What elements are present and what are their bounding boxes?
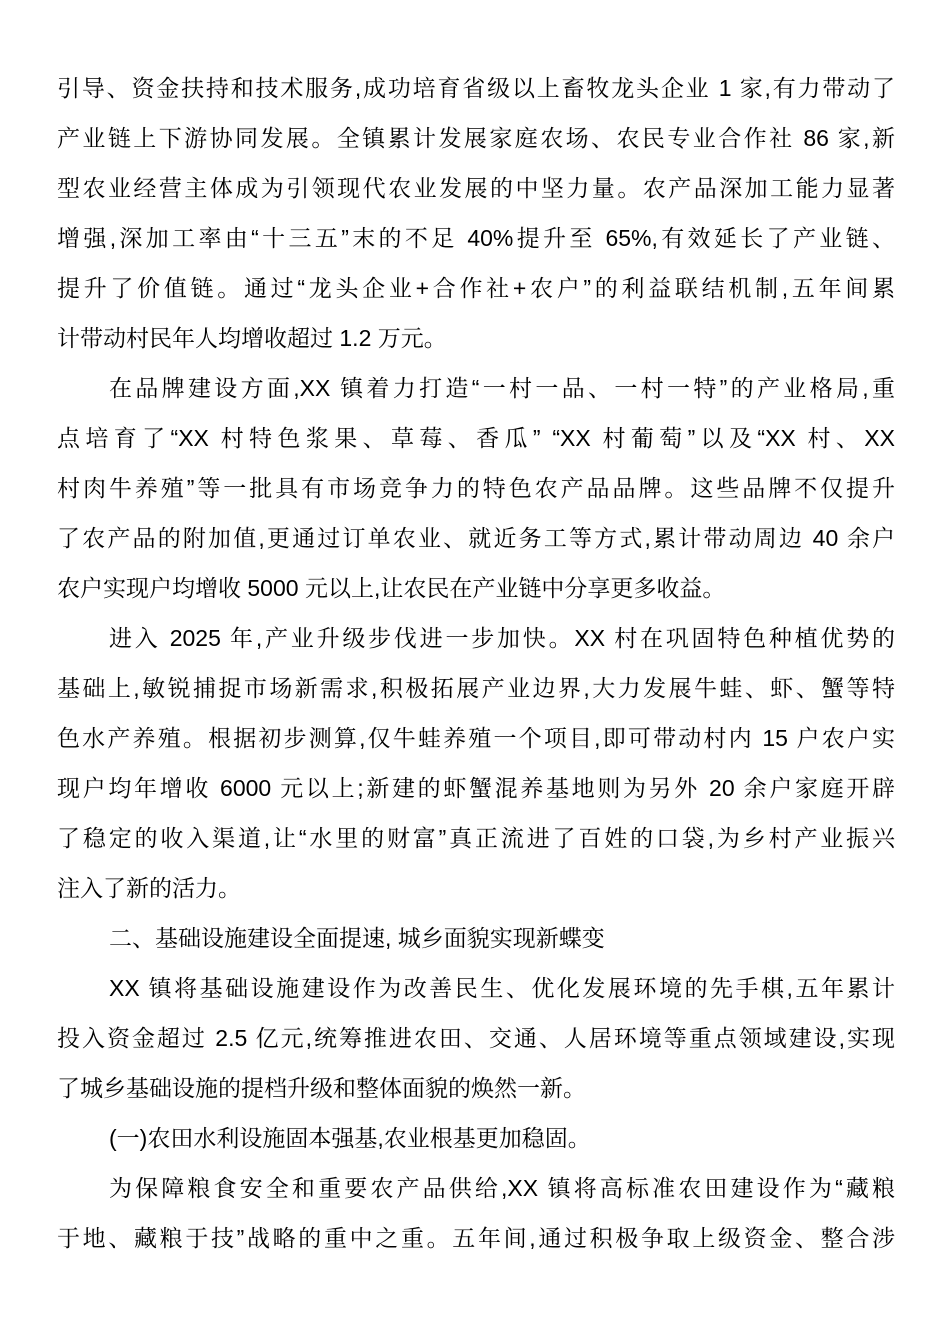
text-line: XX 镇将基础设施建设作为改善民生、优化发展环境的先手棋,五年累计: [109, 975, 895, 1001]
text-line: 产业链上下游协同发展。全镇累计发展家庭农场、农民专业合作社 86 家,新: [57, 125, 895, 151]
text-line: 在品牌建设方面,XX 镇着力打造“一村一品、一村一特”的产业格局,重: [109, 375, 895, 401]
text-line: 基础上,敏锐捕捉市场新需求,积极拓展产业边界,大力发展牛蛙、虾、蟹等特: [57, 675, 895, 701]
text-line: 于地、藏粮于技”战略的重中之重。五年间,通过积极争取上级资金、整合涉: [57, 1225, 895, 1251]
text-line: 农户实现户均增收 5000 元以上,让农民在产业链中分享更多收益。: [57, 575, 726, 601]
text-line: 了稳定的收入渠道,让“水里的财富”真正流进了百姓的口袋,为乡村产业振兴: [57, 825, 895, 851]
text-line: 点培育了“XX 村特色浆果、草莓、香瓜” “XX 村葡萄”以及“XX 村、XX: [57, 425, 895, 451]
text-line: 投入资金超过 2.5 亿元,统筹推进农田、交通、人居环境等重点领域建设,实现: [57, 1025, 895, 1051]
text-line: 为保障粮食安全和重要农产品供给,XX 镇将高标准农田建设作为“藏粮: [109, 1175, 895, 1201]
text-line: 了城乡基础设施的提档升级和整体面貌的焕然一新。: [57, 1075, 586, 1101]
text-line: 村肉牛养殖”等一批具有市场竞争力的特色农产品品牌。这些品牌不仅提升: [57, 475, 895, 501]
text-line: 色水产养殖。根据初步测算,仅牛蛙养殖一个项目,即可带动村内 15 户农户实: [57, 725, 895, 751]
text-line: (一)农田水利设施固本强基,农业根基更加稳固。: [109, 1125, 591, 1151]
text-line: 型农业经营主体成为引领现代农业发展的中坚力量。农产品深加工能力显著: [57, 175, 895, 201]
text-line: 计带动村民年人均增收超过 1.2 万元。: [57, 325, 447, 351]
text-line: 现户均年增收 6000 元以上;新建的虾蟹混养基地则为另外 20 余户家庭开辟: [57, 775, 895, 801]
section-heading: 二、基础设施建设全面提速, 城乡面貌实现新蝶变: [109, 925, 605, 951]
text-line: 进入 2025 年,产业升级步伐进一步加快。XX 村在巩固特色种植优势的: [109, 625, 895, 651]
text-line: 注入了新的活力。: [57, 875, 241, 901]
text-line: 增强,深加工率由“十三五”末的不足 40%提升至 65%,有效延长了产业链、: [57, 225, 895, 251]
text-line: 了农产品的附加值,更通过订单农业、就近务工等方式,累计带动周边 40 余户: [57, 525, 895, 551]
document-body: [57, 63, 895, 1263]
text-line: 提升了价值链。通过“龙头企业+合作社+农户”的利益联结机制,五年间累: [57, 275, 895, 301]
text-line: 引导、资金扶持和技术服务,成功培育省级以上畜牧龙头企业 1 家,有力带动了: [57, 75, 895, 101]
